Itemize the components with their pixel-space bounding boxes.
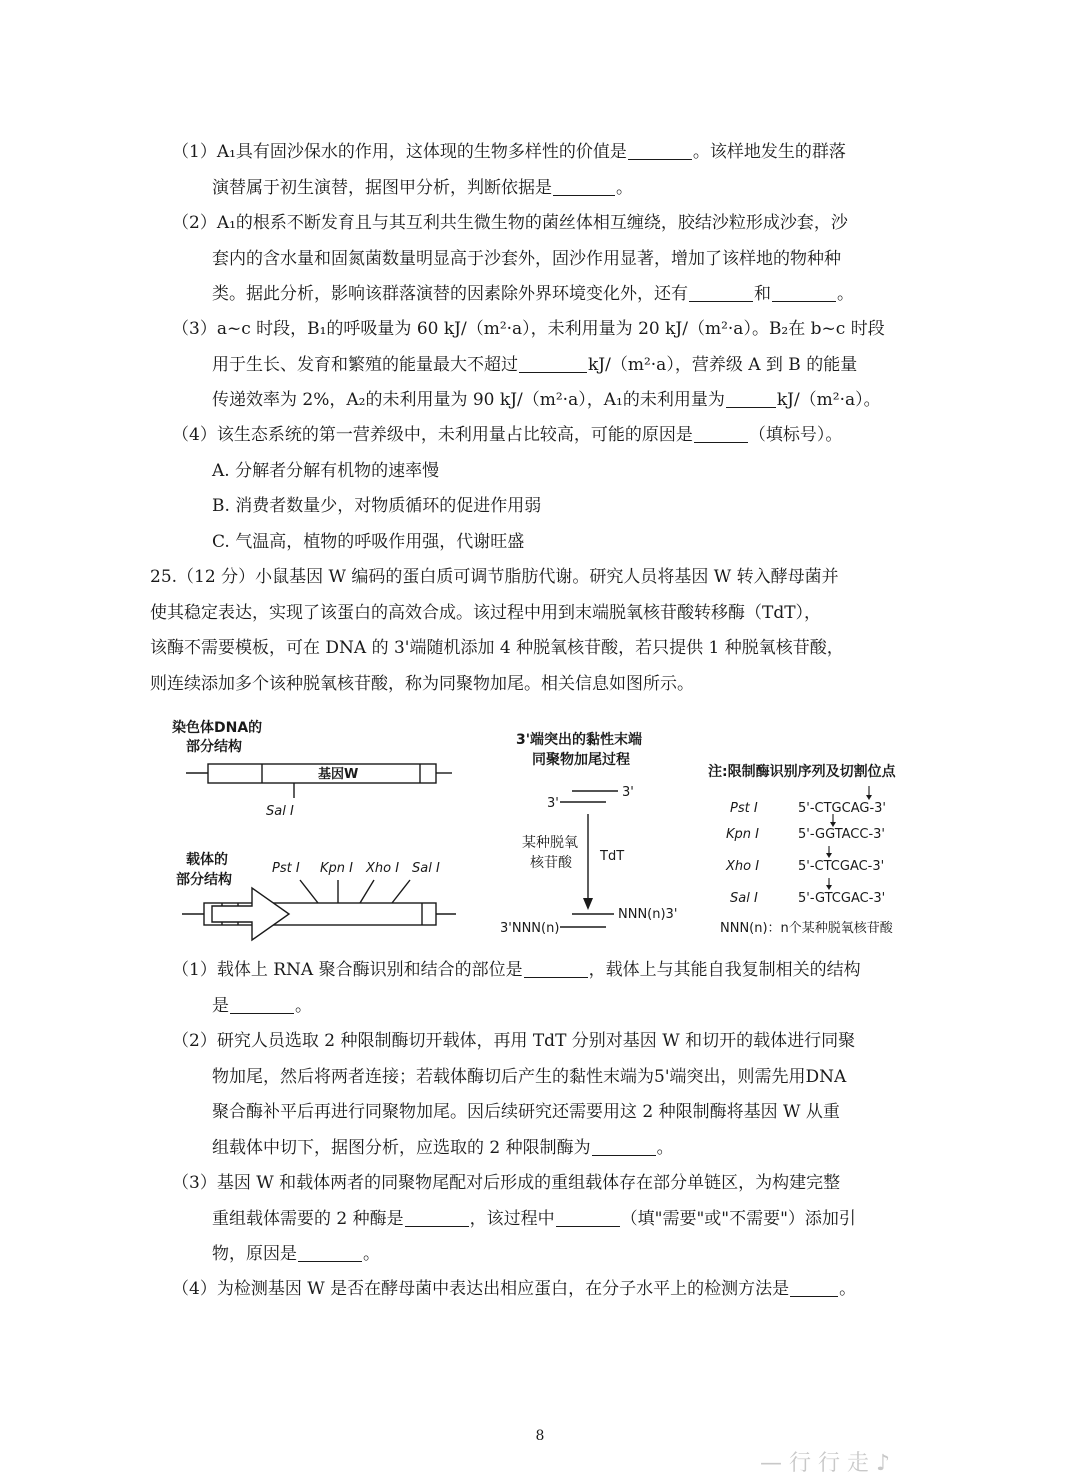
q24-p1-text: （1）A₁具有固沙保水的作用，这体现的生物多样性的价值是	[172, 142, 627, 162]
q25-part4	[0, 1272, 1080, 1308]
q25-part3	[0, 1166, 1080, 1274]
site-kpn-name: Kpn Ⅰ	[726, 827, 759, 842]
q25-p1-text: 是	[212, 995, 229, 1016]
sal-site-label: Sal Ⅰ	[266, 804, 294, 819]
vector-kpn-label: Kpn Ⅰ	[320, 861, 353, 876]
q25-figure	[0, 712, 1080, 952]
q24-part3	[0, 312, 1080, 420]
q24-p3-text: 传递效率为 2%，A₂的未利用量为 90 kJ/（m²·a），A₁的未利用量为	[212, 390, 725, 410]
answer-blank[interactable]	[772, 283, 836, 302]
q24-part2	[0, 206, 1080, 314]
q25-p3-line: （3）基因 W 和载体两者的同聚物尾配对后形成的重组载体存在部分单链区，为构建完整	[172, 1173, 841, 1193]
q25-p2-line: 物加尾，然后将两者连接；若载体酶切后产生的黏性末端为5'端突出，则需先用DNA	[212, 1066, 847, 1087]
answer-blank[interactable]	[689, 283, 753, 302]
nnn-note: NNN(n)：n个某种脱氧核苷酸	[720, 921, 893, 936]
vector-diagram	[182, 880, 456, 940]
vector-title: 部分结构	[176, 872, 232, 888]
vector-pst-label: Pst Ⅰ	[272, 861, 300, 876]
site-kpn-seq: 5'-GGTACC-3'	[798, 827, 885, 842]
page-number: 8	[535, 1428, 545, 1444]
q24-p3-text: 用于生长、发育和繁殖的能量最大不超过	[212, 354, 518, 375]
q25-p4-text: （4）为检测基因 W 是否在酵母菌中表达出相应蛋白，在分子水平上的检测方法是	[172, 1279, 790, 1299]
site-xho-name: Xho Ⅰ	[726, 859, 760, 874]
q25-intro-line: 使其稳定表达，实现了该蛋白的高效合成。该过程中用到末端脱氧核苷酸转移酶（TdT），	[150, 602, 822, 623]
q25-intro	[0, 560, 1080, 704]
q24-p2-text: 。	[837, 284, 854, 304]
q24-p2-line: 套内的含水量和固氮菌数量明显高于沙套外，固沙作用显著，增加了该样地的物种种	[212, 248, 841, 269]
answer-blank[interactable]	[592, 1137, 656, 1156]
note-title: 注:限制酶识别序列及切割位点	[708, 764, 896, 780]
site-xho-seq: 5'-CTCGAC-3'	[798, 859, 885, 874]
q24-part4	[0, 418, 1080, 562]
site-pst-name: Pst Ⅰ	[730, 801, 758, 816]
answer-blank[interactable]	[790, 1278, 838, 1297]
answer-blank[interactable]	[298, 1243, 362, 1262]
q25-part2	[0, 1024, 1080, 1168]
q24-p3-text: kJ/（m²·a）。	[776, 390, 881, 410]
option-c: C. 气温高，植物的呼吸作用强，代谢旺盛	[212, 531, 525, 552]
answer-blank[interactable]	[405, 1208, 469, 1227]
tailing-title: 同聚物加尾过程	[532, 752, 630, 768]
tailing-title: 3'端突出的黏性末端	[516, 732, 643, 748]
site-pst-seq: 5'-CTGCAG-3'	[798, 801, 886, 816]
option-a: A. 分解者分解有机物的速率慢	[212, 460, 440, 481]
answer-blank[interactable]	[230, 995, 294, 1014]
q25-p2-text: 。	[656, 1137, 674, 1158]
q24-p3-line: （3）a~c 时段，B₁的呼吸量为 60 kJ/（m²·a），未利用量为 20 kJ/（m²·a）。B₂在 b~c 时段	[172, 319, 885, 339]
answer-blank[interactable]	[726, 389, 776, 408]
q24-p1-text: 。	[616, 177, 633, 198]
q25-intro-line: 该酶不需要模板，可在 DNA 的 3'端随机添加 4 种脱氧核苷酸，若只提供 1 种脱氧核苷酸，	[150, 638, 844, 658]
answer-blank[interactable]	[556, 1208, 620, 1227]
answer-blank[interactable]	[553, 177, 615, 196]
q24-p4-text: （填标号）。	[748, 425, 843, 445]
q24-p2-text: 和	[754, 284, 771, 304]
q25-part1	[0, 953, 1080, 1025]
chromosome-title: 染色体DNA的	[172, 720, 263, 736]
q24-p4-text: （4）该生态系统的第一营养级中，未利用量占比较高，可能的原因是	[172, 425, 693, 445]
q25-intro-line: 则连续添加多个该种脱氧核苷酸，称为同聚物加尾。相关信息如图所示。	[150, 673, 694, 694]
q25-p3-text: 。	[363, 1244, 380, 1264]
q25-p4-text: 。	[839, 1279, 857, 1299]
enzyme-label: 核苷酸	[530, 855, 572, 871]
strand-end-label: 3'	[622, 785, 634, 800]
q25-p2-line: 聚合酶补平后再进行同聚物加尾。因后续研究还需要用这 2 种限制酶将基因 W 从重	[212, 1102, 840, 1122]
site-sal-name: Sal Ⅰ	[730, 891, 758, 906]
q24-p2-line: （2）A₁的根系不断发育且与其互利共生微生物的菌丝体相互缠绕，胶结沙粒形成沙套，沙	[172, 213, 848, 233]
tail-right-label: NNN(n)3'	[618, 907, 678, 922]
watermark: — 行 行 走 ♪	[760, 1451, 891, 1476]
q25-p1-text: ，载体上与其能自我复制相关的结构	[588, 960, 861, 980]
vector-xho-label: Xho Ⅰ	[366, 861, 400, 876]
chromosome-title: 部分结构	[186, 739, 242, 755]
gene-w-label: 基因W	[318, 767, 359, 782]
q25-p3-text: （填"需要"或"不需要"）添加引	[620, 1208, 856, 1229]
q25-intro-line: 25.（12 分）小鼠基因 W 编码的蛋白质可调节脂肪代谢。研究人员将基因 W 转入酵母菌并	[150, 567, 839, 587]
answer-blank[interactable]	[628, 141, 692, 160]
q24-p1-text: 演替属于初生演替，据图甲分析，判断依据是	[212, 177, 552, 198]
vector-title: 载体的	[186, 852, 228, 868]
strand-end-label: 3'	[547, 796, 559, 811]
site-sal-seq: 5'-GTCGAC-3'	[798, 891, 886, 906]
q25-p3-text: 重组载体需要的 2 种酶是	[212, 1208, 404, 1229]
vector-sal-label: Sal Ⅰ	[412, 861, 440, 876]
answer-blank[interactable]	[524, 959, 588, 978]
tail-left-label: 3'NNN(n)	[500, 921, 560, 936]
answer-blank[interactable]	[694, 424, 748, 443]
tdt-label: TdT	[600, 849, 625, 864]
q25-p3-text: ，该过程中	[469, 1208, 555, 1229]
q25-p2-text: 组载体中切下，据图分析，应选取的 2 种限制酶为	[212, 1137, 591, 1158]
answer-blank[interactable]	[519, 354, 587, 373]
q25-p1-text: （1）载体上 RNA 聚合酶识别和结合的部位是	[172, 960, 523, 980]
enzyme-label: 某种脱氧	[522, 835, 578, 851]
q25-p2-line: （2）研究人员选取 2 种限制酶切开载体，再用 TdT 分别对基因 W 和切开的载体进行同聚	[172, 1031, 856, 1051]
q24-p1-text: 。该样地发生的群落	[692, 142, 846, 162]
q24-part1	[0, 135, 1080, 207]
option-b: B. 消费者数量少，对物质循环的促进作用弱	[212, 496, 542, 516]
q24-p2-text: 类。据此分析，影响该群落演替的因素除外界环境变化外，还有	[212, 284, 688, 304]
q25-p1-text: 。	[295, 995, 312, 1016]
q24-p3-text: kJ/（m²·a），营养级 A 到 B 的能量	[588, 354, 858, 375]
q25-p3-text: 物，原因是	[212, 1244, 297, 1264]
